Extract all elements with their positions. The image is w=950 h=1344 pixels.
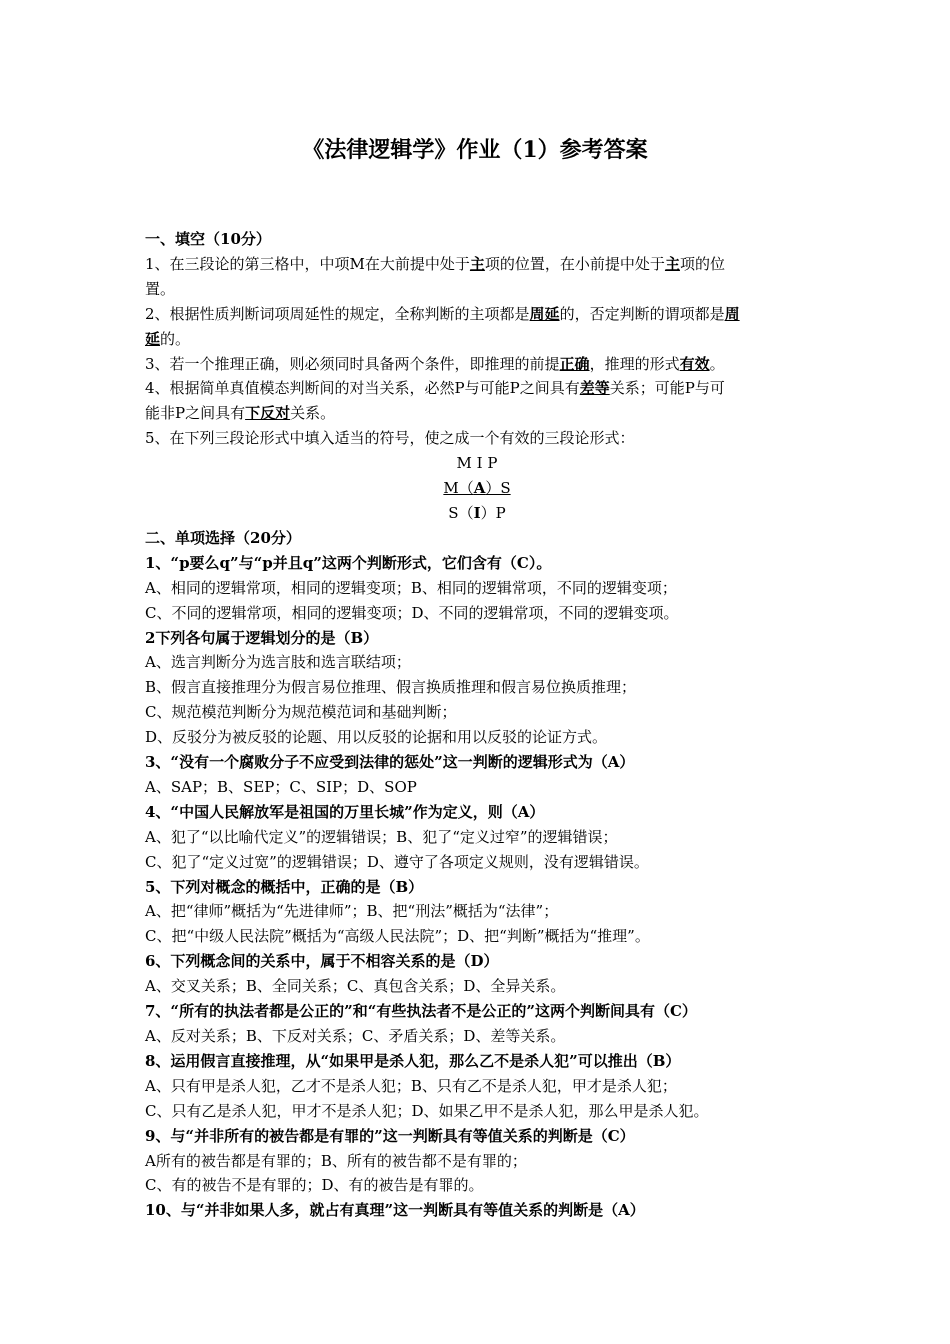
answer-options: C、犯了“定义过宽”的逻辑错误；D、遵守了各项定义规则，没有逻辑错误。 (145, 852, 649, 871)
syllogism-minor-premise: M（A）S (443, 479, 511, 498)
answer-blank: 延 (145, 329, 161, 348)
fill-question-2: 2、根据性质判断词项周延性的规定，全称判断的主项都是周延的，否定判断的谓项都是周 (145, 304, 740, 323)
answer-options: C、有的被告不是有罪的；D、有的被告是有罪的。 (145, 1176, 484, 1195)
document-body (145, 227, 809, 1223)
fill-question-1-cont: 置。 (145, 279, 176, 298)
fill-question-4: 4、根据简单真值模态判断间的对当关系，必然P与可能P之间具有差等关系；可能P与可 (145, 379, 725, 398)
answer-options: A、犯了“以比喻代定义”的逻辑错误；B、犯了“定义过窄”的逻辑错误； (145, 827, 618, 846)
multiple-choice-list (145, 551, 809, 1223)
question-stem: 5、下列对概念的概括中，正确的是（B） (145, 877, 424, 896)
question-stem: 9、与“并非所有的被告都是有罪的”这一判断具有等值关系的判断是（C） (145, 1126, 635, 1145)
answer-blank: 正确 (559, 354, 590, 373)
answer-options: A、交叉关系；B、全同关系；C、真包含关系；D、全异关系。 (145, 977, 566, 996)
question-stem: 6、下列概念间的关系中，属于不相容关系的是（D） (145, 952, 499, 971)
question-stem: 7、“所有的执法者都是公正的”和“有些执法者不是公正的”这两个判断间具有（C） (145, 1002, 697, 1021)
answer-blank: A (473, 479, 486, 498)
answer-options: C、规范模范判断分为规范模范词和基础判断； (145, 703, 457, 722)
answer-blank: 主 (664, 254, 680, 273)
answer-options: C、把“中级人民法院”概括为“高级人民法院”；D、把“判断”概括为“推理”。 (145, 927, 650, 946)
answer-blank: 周延 (529, 304, 560, 323)
answer-options: A、把“律师”概括为“先进律师”；B、把“刑法”概括为“法律”； (145, 902, 559, 921)
question-stem: 3、“没有一个腐败分子不应受到法律的惩处”这一判断的逻辑形式为（A） (145, 753, 635, 772)
fill-question-4-cont: 能非P之间具有下反对关系。 (145, 404, 336, 423)
section-heading-fill-in: 一、填空（10分） (145, 230, 271, 248)
answer-options: A、只有甲是杀人犯，乙才不是杀人犯；B、只有乙不是杀人犯，甲才是杀人犯； (145, 1076, 677, 1095)
section-heading-single-choice: 二、单项选择（20分） (145, 528, 301, 547)
fill-question-2-cont: 延的。 (145, 329, 191, 348)
answer-options: D、反驳分为被反驳的论题、用以反驳的论据和用以反驳的论证方式。 (145, 728, 608, 747)
answer-options: A、选言判断分为选言肢和选言联结项； (145, 653, 411, 672)
question-stem: 10、与“并非如果人多，就占有真理”这一判断具有等值关系的判断是（A） (145, 1201, 645, 1220)
answer-blank: 有效 (679, 354, 710, 373)
answer-blank: I (473, 503, 481, 522)
question-stem: 1、“p要么q”与“p并且q”这两个判断形式，它们含有（C）。 (145, 553, 552, 572)
answer-options: A所有的被告都是有罪的；B、所有的被告都不是有罪的； (145, 1151, 527, 1170)
question-stem: 2下列各句属于逻辑划分的是（B） (145, 628, 379, 647)
fill-question-3: 3、若一个推理正确，则必须同时具备两个条件，即推理的前提正确，推理的形式有效。 (145, 354, 725, 373)
fill-question-1: 1、在三段论的第三格中，中项M在大前提中处于主项的位置，在小前提中处于主项的位 (145, 254, 725, 273)
answer-options: C、只有乙是杀人犯，甲才不是杀人犯；D、如果乙甲不是杀人犯，那么甲是杀人犯。 (145, 1101, 709, 1120)
answer-blank: 主 (469, 254, 485, 273)
answer-blank: 下反对 (245, 404, 291, 423)
answer-options: A、相同的逻辑常项，相同的逻辑变项；B、相同的逻辑常项，不同的逻辑变项； (145, 578, 677, 597)
answer-options: C、不同的逻辑常项，相同的逻辑变项；D、不同的逻辑常项，不同的逻辑变项。 (145, 603, 679, 622)
question-stem: 4、“中国人民解放军是祖国的万里长城”作为定义，则（A） (145, 802, 545, 821)
document-title: 《法律逻辑学》作业（1）参考答案 (302, 137, 648, 163)
question-stem: 8、运用假言直接推理，从“如果甲是杀人犯，那么乙不是杀人犯”可以推出（B） (145, 1051, 681, 1070)
answer-options: A、反对关系；B、下反对关系；C、矛盾关系；D、差等关系。 (145, 1027, 566, 1045)
fill-question-5: 5、在下列三段论形式中填入适当的符号，使之成一个有效的三段论形式： (145, 429, 635, 448)
answer-options: A、SAP；B、SEP；C、SIP；D、SOP (145, 777, 417, 796)
syllogism-major-premise: M I P (456, 454, 498, 473)
answer-blank: 差等 (579, 379, 610, 398)
syllogism-conclusion: S（I）P (448, 503, 506, 522)
answer-options: B、假言直接推理分为假言易位推理、假言换质推理和假言易位换质推理； (145, 678, 637, 697)
answer-blank: 周 (724, 304, 740, 323)
